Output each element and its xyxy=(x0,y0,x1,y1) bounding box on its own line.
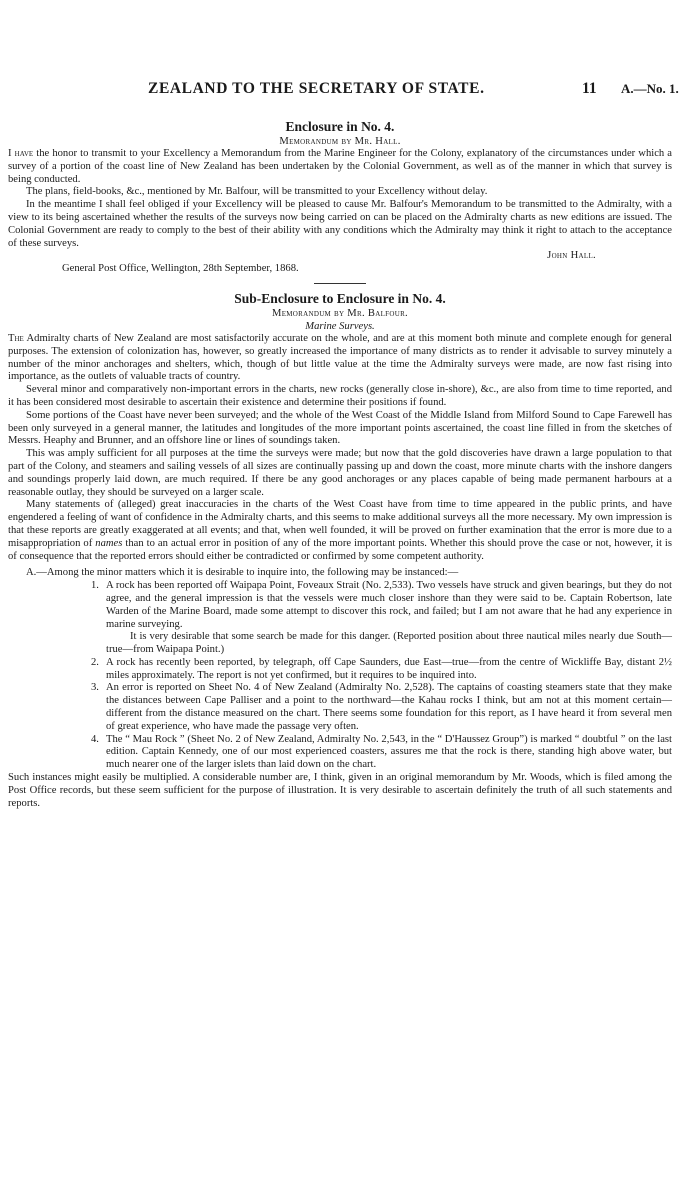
paragraph-5-text-a: Many statements of (alleged) great inaccuracies in the charts of the West Coast have from time to time appeared in the public prints, and have engendered a feeling of want of confidence in the Admiralty charts, and this seems to make additional surveys all the more necessary. My own impression is that these reports are greatly exaggerated at all events; and that, when well founded, it will be proved on further examination that the error is more due to a misappropriation of xyxy=(8,499,672,549)
running-header xyxy=(8,80,692,102)
subenclosure-paragraph-7: Such instances might easily be multiplied. A considerable number are, I think, given in an original memorandum by Mr. Woods, which is filed among the Post Office records, but these seem sufficient for the purpose of illustration. It is very desirable to ascertain definitely the truth of all such statements and reports. xyxy=(8,772,672,809)
list-item-text: An error is reported on Sheet No. 4 of New Zealand (Admiralty No. 2,528). The captains of coasting steamers state that they make the distances between Cape Palliser and a point to the northward—the Kahau rocks I think, but am not at this moment certain—different from the distance measured on the chart. There seems some foundation for this report, as I have heard it from several men of great experience, who have made the passage very often. xyxy=(106,682,672,732)
list-item-text: A rock has been reported off Waipapa Point, Foveaux Strait (No. 2,533). Two vessels have struck and given bearings, but they do not agree, and the general impression is that the vessels were much closer inshore than they were said to be. Captain Robertson, late Warden of the Marine Board, made some attempt to discover this rock, and failed; but I am not aware that he had any experience in marine surveying. xyxy=(106,580,672,630)
list-item xyxy=(8,682,672,733)
instances-list xyxy=(8,580,672,772)
enclosure-paragraph-1-lead: I have xyxy=(8,148,34,159)
enclosure-section xyxy=(8,118,672,276)
list-item-number: 1. xyxy=(91,580,99,592)
list-item-text: The “ Mau Rock ” (Sheet No. 2 of New Zealand, Admiralty No. 2,543, in the “ D'Haussez Group”) is marked “ doubtful ” on the last edition. Captain Kennedy, one of our most experienced coasters, assures me that the rock is there, standing high above water, but much nearer one of the larger islets than laid down on the chart. xyxy=(106,733,672,771)
subenclosure-paragraph-3: Some portions of the Coast have never been surveyed; and the whole of the West Coast of the Middle Island from Milford Sound to Cape Farewell has been only surveyed in a general manner, the latitudes and longitudes of the more important points ascertained, the coast line filled in from the sketches of Messrs. Heaphy and Brunner, and an offshore line or lines of soundings taken. xyxy=(8,409,672,447)
enclosure-paragraph-3: In the meantime I shall feel obliged if your Excellency will be pleased to cause Mr. Balfour's Memorandum to be transmitted to the Admiralty, with a view to its being ascertained whether the results of the surveys now being carried on can be placed on the Admiralty charts as new editions are issued. The Colonial Government are ready to comply to the best of their ability with any conditions which the Admiralty may think it right to attach to the acceptance of these surveys. xyxy=(8,199,672,249)
list-item-text: A rock has recently been reported, by telegraph, off Cape Saunders, due East—true—from the centre of Wickliffe Bay, distant 2½ miles approximately. The report is not yet confirmed, but it requires to be inquired into. xyxy=(106,656,672,681)
paragraph-5-emphasis: names xyxy=(95,537,123,549)
section-divider xyxy=(314,283,366,284)
list-item-number: 3. xyxy=(91,682,99,694)
subenclosure-paragraph-1 xyxy=(8,333,672,384)
page-body xyxy=(8,118,672,810)
subenclosure-section xyxy=(8,290,672,810)
subenclosure-paragraph-6: A.—Among the minor matters which it is desirable to inquire into, the following may be instanced:— xyxy=(26,567,459,579)
page-number: 11 xyxy=(582,80,597,97)
subenclosure-paragraph-1-lead: The xyxy=(8,332,24,344)
list-item-number: 2. xyxy=(91,656,99,668)
list-item-number: 4. xyxy=(91,733,99,745)
subenclosure-paragraph-1-text: Admiralty charts of New Zealand are most satisfactorily accurate on the whole, and are at this moment both minute and complete enough for general purposes. The extension of colonization has, however, so greatly increased the importance of many districts as to render it advisable to survey minutely a number of the minor anchorages and shelters, which, though of but little value at the time the Admiralty surveys were made, are now fast rising into importance, as the outlets of valuable tracts of country. xyxy=(8,332,672,383)
list-item xyxy=(8,580,672,657)
subenclosure-paragraph-4: This was amply sufficient for all purposes at the time the surveys were made; but now that the gold discoveries have drawn a large population to that part of the Colony, and steamers and sailing vessels of all sizes are continually passing up and down the coast, more minute charts with the inshore dangers and soundings properly laid down, are much required. If there be any good anchorages or any places capable of being made permanent harbours at a reasonable outlay, they should be surveyed on a larger scale. xyxy=(8,448,672,498)
enclosure-title: Enclosure in No. 4. xyxy=(285,119,395,134)
subenclosure-memo-heading: Memorandum by Mr. Balfour. xyxy=(271,307,408,319)
enclosure-paragraph-2: The plans, field-books, &c., mentioned by Mr. Balfour, will be transmitted to your Excellency without delay. xyxy=(26,186,488,198)
list-item-continuation: It is very desirable that some search be made for this danger. (Reported position about three nautical miles nearly due South—true—from Waipapa Point.) xyxy=(106,631,672,656)
paragraph-5-text-b: than to an actual error in position of any of the more important points. Whether this should prove the case or not, however, it is of consequence that the reported errors should either be contradicted or confirmed by some competent authority. xyxy=(8,537,672,562)
subenclosure-title: Sub-Enclosure to Enclosure in No. 4. xyxy=(234,290,446,306)
enclosure-paragraph-1-text: the honor to transmit to your Excellency a Memorandum from the Marine Engineer for the Colony, explanatory of the circumstances under which a survey of a portion of the coast line of New Zealand has been undertaken by the Colonial Government, as well as of the manner in which that survey is being conducted. xyxy=(8,148,672,185)
subenclosure-paragraph-5 xyxy=(8,499,672,563)
enclosure-memo-heading: Memorandum by Mr. Hall. xyxy=(279,136,401,147)
signature: John Hall. xyxy=(547,250,596,262)
document-reference: A.—No. 1. xyxy=(621,81,679,96)
enclosure-paragraph-1 xyxy=(8,148,672,186)
subenclosure-paragraph-2: Several minor and comparatively non-important errors in the charts, new rocks (generally close in-shore), &c., are also from time to time reported, and it has been considered most desirable to ascertain their existence and determine their positions if found. xyxy=(8,384,672,408)
list-item xyxy=(8,657,672,683)
marine-surveys-heading: Marine Surveys. xyxy=(305,320,375,332)
header-title: ZEALAND TO THE SECRETARY OF STATE. xyxy=(148,80,485,97)
dateline: General Post Office, Wellington, 28th September, 1868. xyxy=(62,263,299,275)
list-item xyxy=(8,734,672,772)
